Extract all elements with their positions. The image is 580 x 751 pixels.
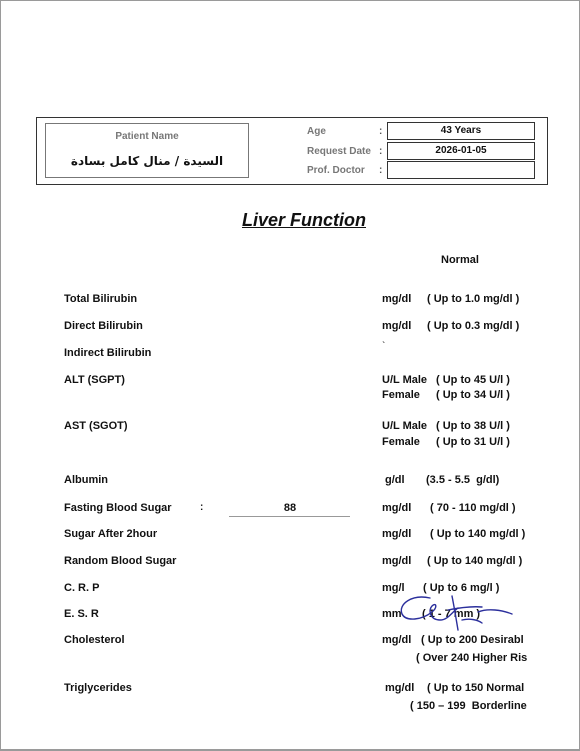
- test-range-sugar-after-2hour: ( Up to 140 mg/dl ): [430, 528, 526, 540]
- test-range-alt-male: ( Up to 45 U/l ): [436, 374, 510, 386]
- prof-doctor-value: [387, 161, 535, 179]
- test-range-alt-female: ( Up to 34 U/l ): [436, 389, 510, 401]
- test-unit-fasting-blood-sugar: mg/dl: [382, 502, 412, 514]
- age-colon: :: [379, 126, 383, 137]
- test-range-albumin: (3.5 - 5.5 g/dl): [426, 474, 500, 486]
- age-value: 43 Years: [387, 122, 535, 140]
- test-name-sugar-after-2hour: Sugar After 2hour: [64, 528, 158, 540]
- patient-name: السيدة / منال كامل بسادة: [70, 154, 224, 168]
- test-result-fasting-blood-sugar: 88: [283, 502, 297, 514]
- prof-doctor-colon: :: [379, 165, 383, 176]
- test-name-triglycerides: Triglycerides: [64, 682, 132, 694]
- test-unit-crp: mg/l: [382, 582, 405, 594]
- normal-range-header: Normal: [441, 254, 479, 266]
- test-range-ast-male: ( Up to 38 U/l ): [436, 420, 510, 432]
- test-name-esr: E. S. R: [64, 608, 99, 620]
- request-date-colon: :: [379, 146, 383, 157]
- test-unit-total-bilirubin: mg/dl: [382, 293, 412, 305]
- request-date-label: Request Date: [307, 146, 371, 157]
- test-unit-ast-female: Female: [382, 436, 420, 448]
- test-range-fasting-blood-sugar: ( 70 - 110 mg/dl ): [430, 502, 516, 514]
- request-date-value: 2026-01-05: [387, 142, 535, 160]
- result-colon: :: [200, 502, 204, 513]
- test-unit-sugar-after-2hour: mg/dl: [382, 528, 412, 540]
- test-range-esr: ( 1 - 7 mm ): [422, 608, 481, 620]
- test-name-fasting-blood-sugar: Fasting Blood Sugar: [64, 502, 172, 514]
- age-label: Age: [307, 126, 326, 137]
- test-unit-triglycerides: mg/dl: [385, 682, 415, 694]
- test-name-alt: ALT (SGPT): [64, 374, 125, 386]
- test-unit-cholesterol: mg/dl: [382, 634, 412, 646]
- test-range-direct-bilirubin: ( Up to 0.3 mg/dl ): [427, 320, 520, 332]
- test-range2-cholesterol: ( Over 240 Higher Ris: [416, 652, 528, 664]
- test-unit-direct-bilirubin: mg/dl: [382, 320, 412, 332]
- test-name-cholesterol: Cholesterol: [64, 634, 125, 646]
- test-name-direct-bilirubin: Direct Bilirubin: [64, 320, 143, 332]
- report-title: Liver Function: [241, 210, 366, 230]
- prof-doctor-label: Prof. Doctor: [307, 165, 365, 176]
- test-name-total-bilirubin: Total Bilirubin: [64, 293, 138, 305]
- test-name-crp: C. R. P: [64, 582, 100, 594]
- test-range-crp: ( Up to 6 mg/l ): [423, 582, 500, 594]
- test-unit-random-blood-sugar: mg/dl: [382, 555, 412, 567]
- test-name-ast: AST (SGOT): [64, 420, 128, 432]
- test-unit-esr: mm: [382, 608, 402, 620]
- result-underline: [229, 516, 350, 517]
- patient-name-box: [45, 123, 249, 178]
- test-range-ast-female: ( Up to 31 U/l ): [436, 436, 510, 448]
- test-name-albumin: Albumin: [64, 474, 108, 486]
- test-unit-albumin: g/dl: [385, 474, 405, 486]
- test-unit-ast-male: U/L Male: [382, 420, 428, 432]
- test-unit-indirect-bilirubin: `: [382, 341, 386, 352]
- test-range-cholesterol: ( Up to 200 Desirabl: [421, 634, 524, 646]
- test-range-triglycerides: ( Up to 150 Normal: [427, 682, 525, 694]
- test-unit-alt-male: U/L Male: [382, 374, 428, 386]
- test-range-random-blood-sugar: ( Up to 140 mg/dl ): [427, 555, 523, 567]
- test-name-random-blood-sugar: Random Blood Sugar: [64, 555, 177, 567]
- patient-name-label: Patient Name: [115, 131, 179, 142]
- patient-header: [36, 117, 548, 185]
- test-range-total-bilirubin: ( Up to 1.0 mg/dl ): [427, 293, 520, 305]
- test-name-indirect-bilirubin: Indirect Bilirubin: [64, 347, 152, 359]
- doctor-signature: [392, 590, 522, 640]
- test-range2-triglycerides: ( 150 – 199 Borderline: [410, 700, 527, 712]
- test-unit-alt-female: Female: [382, 389, 420, 401]
